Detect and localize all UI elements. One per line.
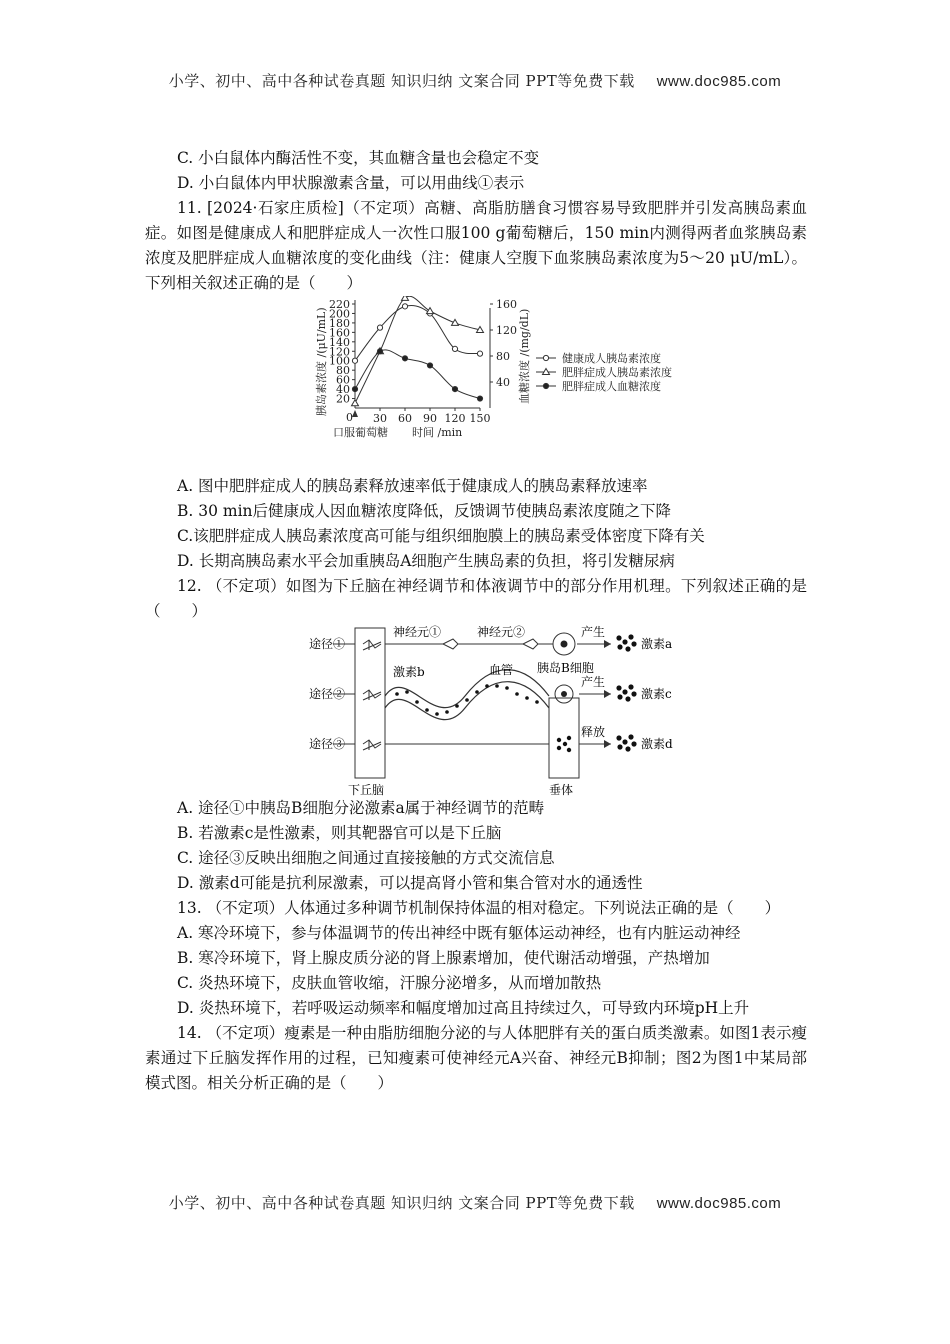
footer-text: 小学、初中、高中各种试卷真题 知识归纳 文案合同 PPT等免费下载 [168,1194,635,1212]
release-label: 释放 [581,725,606,739]
left-tick-label: 60 [336,373,350,387]
neuron2-label: 神经元② [477,625,526,639]
q12-option-b: B. 若激素c是性激素，则其靶器官可以是下丘脑 [177,824,502,842]
neuron-icons [363,640,381,750]
series-point-0 [452,346,457,351]
page-footer [0,1192,950,1213]
vessel-label: 血管 [489,663,514,677]
q11-option-c: C.该肥胖症成人胰岛素浓度高可能与组织细胞膜上的胰岛素受体密度下降有关 [177,527,705,545]
header-text: 小学、初中、高中各种试卷真题 知识归纳 文案合同 PPT等免费下载 [168,72,635,90]
q12-option-d: D. 激素d可能是抗利尿激素，可以提高肾小管和集合管对水的通透性 [177,874,643,892]
series-point-1 [352,400,359,406]
page-content [145,146,807,1096]
series-point-0 [402,304,407,309]
hypothalamus-box [355,628,385,778]
q11-option-a: A. 图中肥胖症成人的胰岛素释放速率低于健康成人的胰岛素释放速率 [177,477,648,495]
produce2-label: 产生 [581,675,606,689]
legend-label: 健康成人胰岛素浓度 [562,352,661,365]
legend-marker [543,383,548,388]
left-tick-label: 140 [329,335,350,349]
series-point-2 [352,386,357,391]
path3-label: 途径③ [309,737,346,751]
q13-option-a: A. 寒冷环境下，参与体温调节的传出神经中既有躯体运动神经，也有内脏运动神经 [177,924,741,942]
q11-figure [145,296,807,458]
left-tick-label: 80 [336,364,350,378]
q13-option-d: D. 炎热环境下，若呼吸运动频率和幅度增加过高且持续过久，可导致内环境pH上升 [177,999,750,1017]
series-point-2 [477,396,482,401]
hypothalamus-label: 下丘脑 [348,783,385,796]
series-point-2 [427,363,432,368]
hormone-b-label: 激素b [393,665,425,679]
y-axis-left-title: 胰岛素浓度 /(μU/mL) [315,307,328,416]
q11-option-d: D. 长期高胰岛素水平会加重胰岛A细胞产生胰岛素的负担，将引发糖尿病 [177,552,675,570]
left-tick-label: 120 [329,345,350,359]
q14-stem: 14. （不定项）瘦素是一种由脂肪细胞分泌的与人体肥胖有关的蛋白质类激素。如图1表示瘦素通过下丘脑发挥作用的过程，已知瘦素可使神经元A兴奋、神经元B抑制；图2为图1中某局部模式图。相关分析正确的是（ ） [145,1024,807,1092]
x-axis-title: 时间 /min [412,426,463,439]
series-line-2 [355,350,480,399]
right-tick-label: 120 [496,324,517,337]
series-point-0 [352,358,357,363]
islet-b-cell-label: 胰岛B细胞 [537,661,594,675]
hypothalamus-diagram [145,624,807,796]
x-tick-label: 90 [423,412,437,425]
legend-marker [543,355,548,360]
origin-label: 0 [346,411,353,424]
q12-option-c: C. 途径③反映出细胞之间通过直接接触的方式交流信息 [177,849,555,867]
right-tick-label: 40 [496,376,510,389]
series-point-1 [427,308,434,314]
neuron1-label: 神经元① [393,625,442,639]
legend-label: 肥胖症成人血糖浓度 [562,380,661,393]
footer-url[interactable]: www.doc985.com [656,1195,782,1212]
hormone-d-dots [616,734,636,751]
pituitary-box [549,698,579,778]
left-tick-label: 100 [329,354,350,368]
left-tick-label: 160 [329,326,350,340]
left-tick-label: 20 [336,392,350,406]
header-url[interactable]: www.doc985.com [656,73,782,90]
q12-stem: 12. （不定项）如图为下丘脑在神经调节和体液调节中的部分作用机理。下列叙述正确的是（ ） [145,577,807,620]
q13-option-b: B. 寒冷环境下，肾上腺皮质分泌的肾上腺素增加，使代谢活动增强，产热增加 [177,949,710,967]
path1-label: 途径① [309,637,346,651]
legend-label: 肥胖症成人胰岛素浓度 [562,366,672,379]
q11-option-b: B. 30 min后健康成人因血糖浓度降低，反馈调节使胰岛素浓度随之下降 [177,502,672,520]
hormone-d-label: 激素d [641,737,673,751]
x-tick-label: 150 [469,412,491,425]
produce1-label: 产生 [581,625,606,639]
series-point-2 [452,386,457,391]
left-tick-label: 220 [329,298,350,311]
hormone-c-dots [616,684,636,701]
x-tick-label: 30 [373,412,387,425]
pituitary-label: 垂体 [549,783,574,796]
x-tick-label: 60 [398,412,412,425]
prev-option-d: D. 小白鼠体内甲状腺激素含量，可以用曲线①表示 [177,174,525,192]
page-header [0,70,950,91]
left-tick-label: 200 [329,307,350,321]
series-line-1 [355,296,480,403]
x-tick-label: 120 [444,412,466,425]
hormone-c-label: 激素c [641,687,672,701]
left-tick-label: 40 [336,383,350,397]
prev-option-c: C. 小白鼠体内酶活性不变，其血糖含量也会稳定不变 [177,149,540,167]
path2-label: 途径② [309,687,346,701]
right-tick-label: 160 [496,298,517,311]
q11-stem: 11. [2024·石家庄质检]（不定项）高糖、高脂肪膳食习惯容易导致肥胖并引发高胰岛素血症。如图是健康成人和肥胖症成人一次性口服100 g葡萄糖后，150 min内测得两者血浆胰岛素浓度及肥胖症成人血糖浓度的变化曲线（注：健康人空腹下血浆胰岛素浓度为5～20 μU/mL）。下列相关叙述正确的是（ ） [145,199,807,292]
y-axis-right-title: 血糖浓度 /(mg/dL) [518,308,531,404]
q12-option-a: A. 途径①中胰岛B细胞分泌激素a属于神经调节的范畴 [177,799,545,817]
series-point-2 [377,349,382,354]
right-tick-label: 80 [496,350,510,363]
series-point-0 [477,351,482,356]
series-point-0 [377,325,382,330]
q12-figure [145,624,807,796]
left-tick-label: 180 [329,316,350,330]
x-extra-label: 口服葡萄糖 [333,426,388,439]
series-point-2 [402,356,407,361]
hormone-a-dots [616,634,636,651]
series-line-0 [355,305,480,360]
q13-stem: 13. （不定项）人体通过多种调节机制保持体温的相对稳定。下列说法正确的是（ ） [177,899,781,917]
q13-option-c: C. 炎热环境下，皮肤血管收缩，汗腺分泌增多，从而增加散热 [177,974,602,992]
insulin-glucose-chart [145,296,807,458]
hormone-a-label: 激素a [641,637,673,651]
